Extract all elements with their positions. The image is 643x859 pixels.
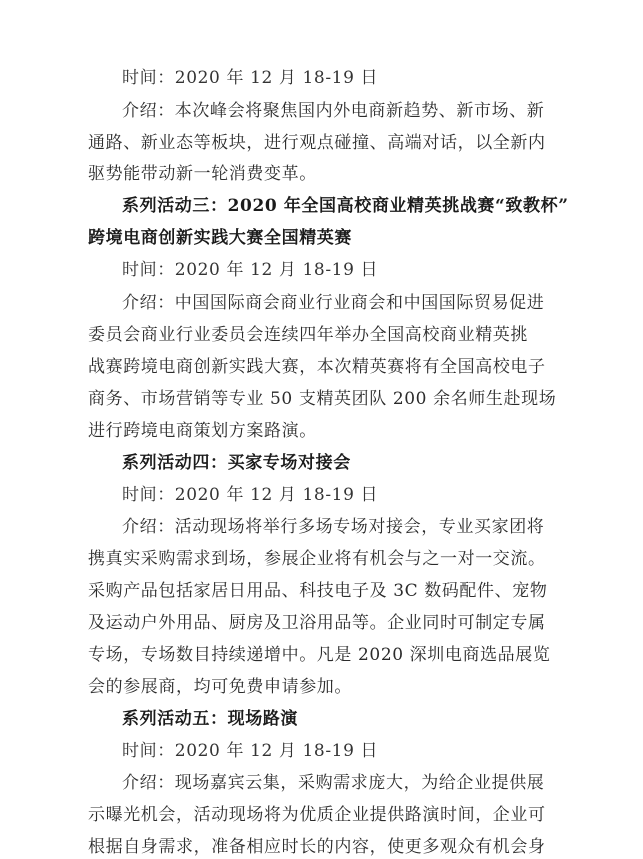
event-date-line: 时间：2020 年 12 月 18-19 日 [122, 741, 379, 761]
section-heading: 系列活动三：2020 年全国高校商业精英挑战赛“致教杯” [122, 196, 569, 216]
intro-text-line: 示曝光机会，活动现场将为优质企业提供路演时间，企业可 [88, 805, 546, 825]
intro-text-line: 携真实采购需求到场，参展企业将有机会与之一对一交流。 [88, 549, 546, 569]
intro-text-line: 商务、市场营销等专业 50 支精英团队 200 余名师生赴现场 [88, 389, 557, 409]
intro-text-line: 介绍：中国国际商会商业行业商会和中国国际贸易促进 [122, 293, 545, 313]
intro-text-line: 通路、新业态等板块，进行观点碰撞、高端对话，以全新内 [88, 133, 546, 153]
intro-text-line: 及运动户外用品、厨房及卫浴用品等。企业同时可制定专属 [88, 613, 546, 633]
intro-text-line: 介绍：现场嘉宾云集，采购需求庞大，为给企业提供展 [122, 773, 545, 793]
section-heading: 系列活动五：现场路演 [122, 709, 298, 729]
intro-text-line: 介绍：活动现场将举行多场专场对接会，专业买家团将 [122, 517, 545, 537]
intro-text-line: 采购产品包括家居日用品、科技电子及 3C 数码配件、宠物 [88, 581, 548, 601]
intro-text-line: 战赛跨境电商创新实践大赛，本次精英赛将有全国高校电子 [88, 357, 546, 377]
event-date-line: 时间：2020 年 12 月 18-19 日 [122, 485, 379, 505]
section-heading: 跨境电商创新实践大赛全国精英赛 [88, 228, 352, 248]
intro-text-line: 委员会商业行业委员会连续四年举办全国高校商业精英挑 [88, 325, 528, 345]
intro-text-line: 会的参展商，均可免费申请参加。 [88, 677, 352, 697]
section-heading: 系列活动四：买家专场对接会 [122, 453, 351, 473]
event-date-line: 时间：2020 年 12 月 18-19 日 [122, 68, 379, 88]
event-date-line: 时间：2020 年 12 月 18-19 日 [122, 260, 379, 280]
intro-text-line: 进行跨境电商策划方案路演。 [88, 421, 317, 441]
intro-text-line: 专场，专场数目持续递增中。凡是 2020 深圳电商选品展览 [88, 645, 551, 665]
intro-text-line: 根据自身需求，准备相应时长的内容，使更多观众有机会身 [88, 837, 546, 857]
intro-text-line: 驱势能带动新一轮消费变革。 [88, 164, 317, 184]
intro-text-line: 介绍：本次峰会将聚焦国内外电商新趋势、新市场、新 [122, 101, 545, 121]
